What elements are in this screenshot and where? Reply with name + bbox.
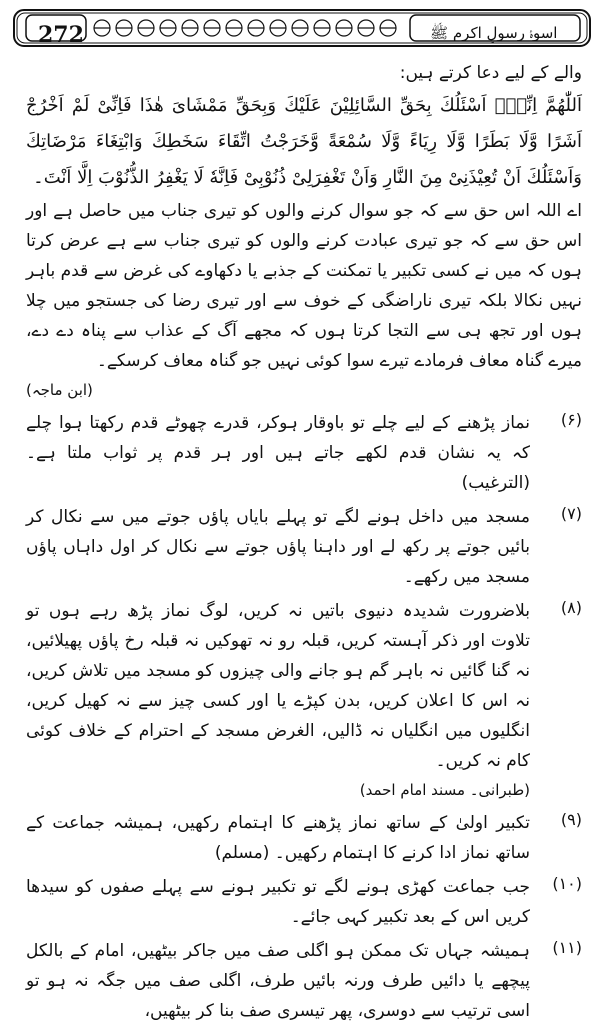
page-body <box>26 58 582 1026</box>
item-text: جب جماعت کھڑی ہونے لگے تو تکبیر ہونے سے پہلے صفوں کو سیدھا کریں اس کے بعد تکبیر کہی جائے۔ <box>26 877 530 927</box>
translation-text: اے اللہ اس حق سے کہ جو سوال کرنے والوں کو تیری جناب میں حاصل ہے اور اس حق سے کہ جو تیری عبادت کرنے والوں کو تیری جناب سے ہے عرض کرتا ہوں کہ میں نے کسی تکبیر یا تمکنت کے جذبے یا دکھاوے کی غرض سے قدم باہر نہیں نکالا بلکہ تیری ناراضگی کے خوف سے اور تیری رضا کی جستجو میں چلا ہوں اور تجھ ہی سے التجا کرتا ہوں کہ مجھے آگ کے عذاب سے پناہ دے دے، میرے گناہ معاف فرمادے تیرے سوا کوئی نہیں جو گناہ معاف کرسکے۔ <box>26 201 582 371</box>
item-text: مسجد میں داخل ہونے لگے تو پہلے بایاں پاؤں جوتے میں سے نکال کر بائیں جوتے پر رکھ لے اور داہنا پاؤں جوتے سے نکال کر اول داہاں پاؤں مسجد میں رکھے۔ <box>26 507 530 587</box>
page-number: 272 <box>38 22 84 48</box>
list-item <box>26 872 582 932</box>
running-title: اسوۂ رسولِ اکرم ﷺ <box>430 24 558 42</box>
list-item <box>26 502 582 592</box>
arabic-dua: اَللّٰھُمَّ اِنِّیْۤ اَسْئَلُكَ بِحَقِّ السَّائِلِیْنَ عَلَیْكَ وَبِحَقِّ مَمْشَایَ ھٰذَا فَاِنِّیْ لَمْ اَخْرُجْ اَشَرًا وَّلَا بَطَرًا وَّلَا رِیَاءً وَّلَا سُمْعَةً وَّخَرَجْتُ اتِّقَاءَ سَخَطِكَ وَابْتِغَاءَ مَرْضَاتِكَ وَاَسْئَلُكَ اَنْ تُعِیْذَنِیْ مِنَ النَّارِ وَاَنْ تَغْفِرَلِیْ ذُنُوْبِیْ فَاِنَّهٗ لَا یَغْفِرُ الذُّنُوْبَ اِلَّا اَنْتَ۔ <box>26 95 582 188</box>
item-number: (۶) <box>560 410 582 429</box>
list-item <box>26 808 582 868</box>
item-text: بلاضرورت شدیدہ دنیوی باتیں نہ کریں، لوگ نماز پڑھ رہے ہوں تو تلاوت اور ذکر آہستہ کریں، قبلہ رو نہ تھوکیں نہ قبلہ رخ پاؤں پھیلائیں، نہ گنا گائیں نہ باہر گم ہو جانے والی چیزوں کو مسجد میں تلاش کریں، نہ اس کا اعلان کریں، بدن کپڑے یا اور کسی چیز سے نہ کھیل کریں، انگلیوں میں انگلیاں نہ ڈالیں، الغرض مسجد کے احترام کے خلاف کوئی کام نہ کریں۔ <box>26 601 530 771</box>
item-number: (۱۰) <box>552 874 582 893</box>
item-citation: (طبرانی۔ مسند امام احمد) <box>359 781 530 799</box>
item-text: تکبیر اولیٰ کے ساتھ نماز پڑھنے کا اہتمام رکھیں، ہمیشہ جماعت کے ساتھ نماز ادا کرنے کا اہتمام رکھیں۔ <box>26 813 530 863</box>
item-number: (۱۱) <box>552 938 582 957</box>
item-citation: (الترغیب) <box>461 473 530 493</box>
item-text: ہمیشہ جہاں تک ممکن ہو اگلی صف میں جاکر بیٹھیں، امام کے بالکل پیچھے یا دائیں طرف ورنہ بائیں طرف، اگلی صف میں جگہ نہ ہو تو اسی ترتیب سے دوسری، پھر تیسری صف بنا کر بیٹھیں، <box>26 941 530 1021</box>
item-number: (۹) <box>560 810 582 829</box>
item-number: (۷) <box>560 504 582 523</box>
item-number: (۸) <box>560 598 582 617</box>
item-text: نماز پڑھنے کے لیے چلے تو باوقار ہوکر، قدرے چھوٹے قدم رکھتا ہوا چلے کہ یہ نشان قدم لکھے جاتے ہیں اور ہر قدم پر ثواب ملتا ہے۔ <box>26 413 530 463</box>
list-item <box>26 408 582 498</box>
translation-citation: (ابن ماجہ) <box>26 381 93 399</box>
list-item <box>26 596 582 804</box>
list-item <box>26 936 582 1026</box>
page-header <box>12 6 592 50</box>
item-citation: (مسلم) <box>214 843 270 863</box>
intro-line: والے کے لیے دعا کرتے ہیں: <box>399 63 582 83</box>
